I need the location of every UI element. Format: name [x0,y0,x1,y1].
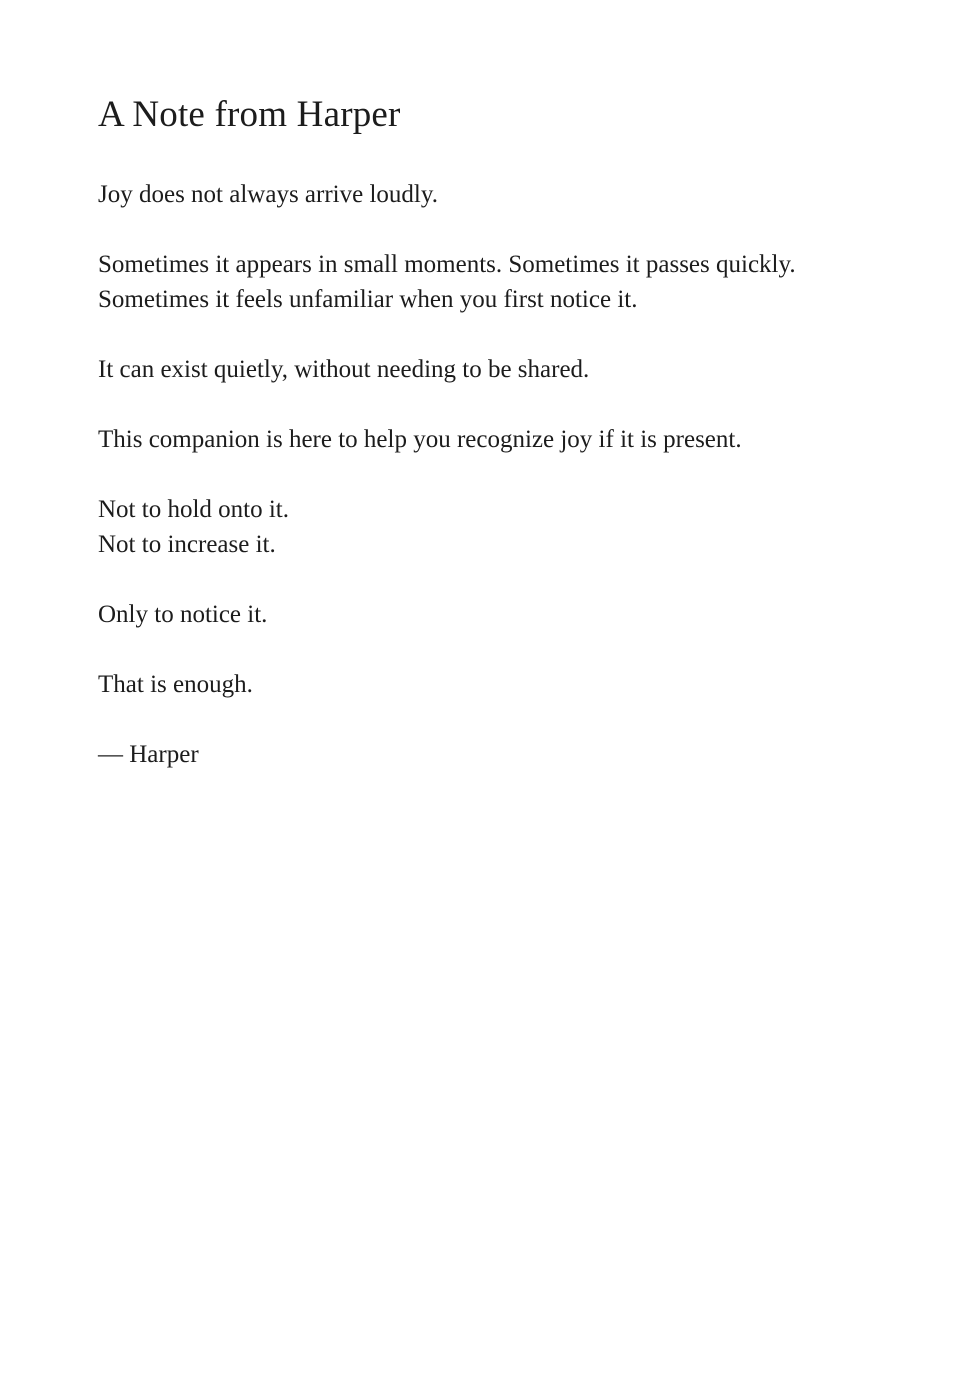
paragraph-line: It can exist quietly, without needing to be shared. [98,356,590,383]
paragraph-line: This companion is here to help you recognize joy if it is present. [98,426,742,453]
paragraph-line: That is enough. [98,671,253,698]
paragraph-7 [98,667,898,702]
paragraph-2 [98,247,898,317]
paragraph-5 [98,492,898,562]
note-document [98,92,898,772]
page-title: A Note from Harper [98,94,401,135]
paragraph-4 [98,422,898,457]
paragraph-line: Only to notice it. [98,601,268,628]
signature: — Harper [98,741,199,768]
paragraph-line: Sometimes it feels unfamiliar when you first notice it. [98,286,638,313]
paragraph-line: Not to increase it. [98,531,276,558]
paragraph-1 [98,177,898,212]
paragraph-line: Not to hold onto it. [98,496,289,523]
paragraph-line: Joy does not always arrive loudly. [98,181,438,208]
paragraph-line: Sometimes it appears in small moments. Sometimes it passes quickly. [98,251,796,278]
paragraph-3 [98,352,898,387]
paragraph-6 [98,597,898,632]
